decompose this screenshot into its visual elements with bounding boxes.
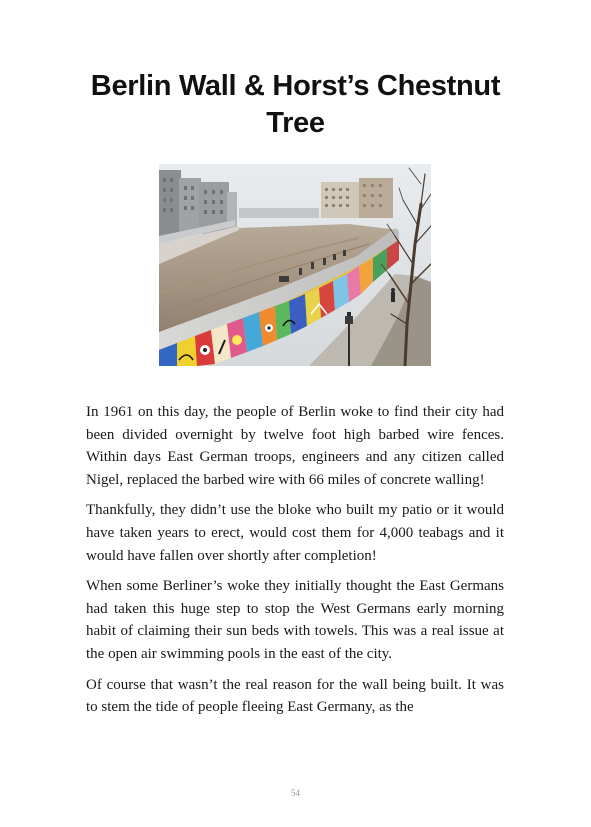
paragraph: When some Berliner’s woke they initially thought the East Germans had taken this huge step to stop the West Germans early morning habit of claiming their sun beds with towels. This was a real issue at the open air swimming pools in the east of the city. xyxy=(86,578,504,662)
paragraph: Thankfully, they didn’t use the bloke who built my patio or it would have taken years to erect, would cost them for 4,000 teabags and it would have fallen over shortly after completion! xyxy=(86,502,504,564)
body-text xyxy=(86,401,504,719)
page-number: 54 xyxy=(291,788,300,798)
paragraph: In 1961 on this day, the people of Berlin woke to find their city had been divided overnight by twelve foot high barbed wire fences. Within days East German troops, engineers and any citizen called Nigel, replaced the barbed wire with 66 miles of concrete walling! xyxy=(86,404,504,488)
page-title: Berlin Wall & Horst’s Chestnut Tree xyxy=(90,70,501,139)
paragraph: Of course that wasn’t the real reason for the wall being built. It was to stem the tide of people fleeing East Germany, as the xyxy=(86,676,504,716)
berlin-wall-photo xyxy=(159,164,431,366)
